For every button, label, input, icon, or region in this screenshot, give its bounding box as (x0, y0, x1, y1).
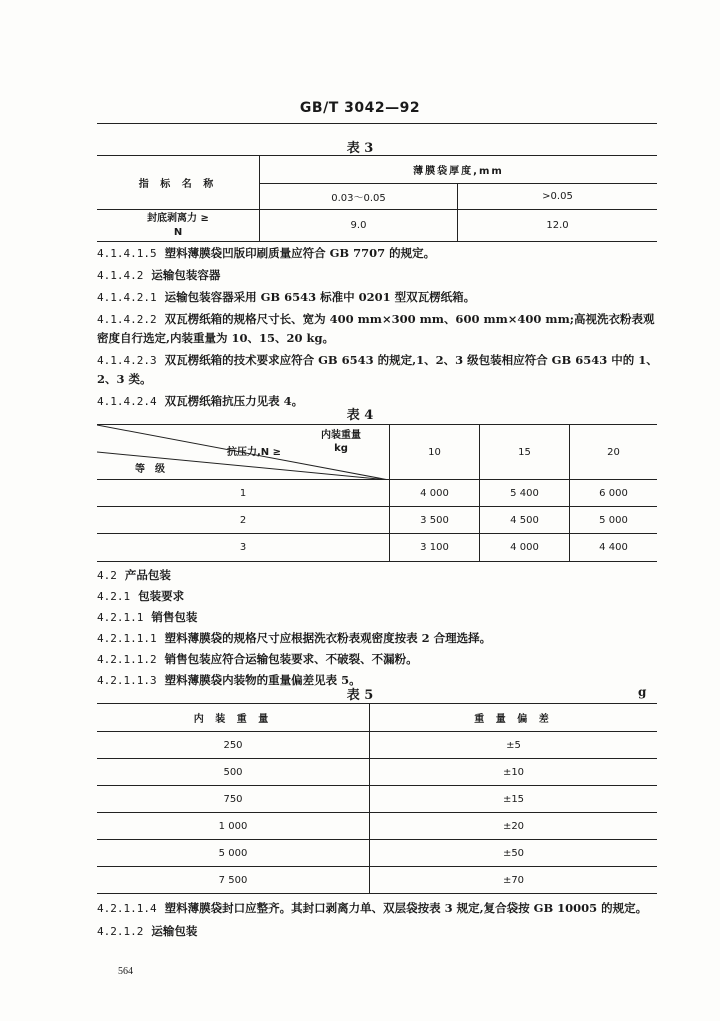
para-4-2-1-2 (97, 922, 662, 941)
para-4-2-1-1-4 (97, 899, 662, 918)
standard-number-header: GB/T 3042—92 (299, 100, 421, 116)
para-text: 运输包装 (151, 924, 198, 938)
table4-cell: 6 000 (570, 480, 658, 507)
para-num: 4.2.1.1.2 (97, 653, 157, 666)
table4-cell: 5 400 (480, 480, 570, 507)
table-row (97, 534, 657, 562)
table5-weight: 500 (97, 759, 370, 786)
table3-col2: >0.05 (458, 184, 658, 210)
table5 (97, 703, 657, 894)
table5-dev: ±5 (370, 732, 658, 759)
para-num: 4.2.1.2 (97, 925, 144, 938)
para-text: 包装要求 (138, 589, 185, 603)
table5-col-weight: 内 装 重 量 (97, 704, 370, 732)
table-row (97, 507, 657, 534)
para-text: 销售包装应符合运输包装要求、不破裂、不漏粉。 (164, 652, 418, 666)
para-num: 4.1.4.2.3 (97, 354, 157, 367)
header-rule (97, 123, 657, 124)
paragraphs-c (97, 899, 662, 941)
para-4-1-4-1-5 (97, 244, 662, 263)
para-text: 双瓦楞纸箱的技术要求应符合 GB 6543 的规定,1、2、3 级包装相应符合 GB 6543 中的 1、2、3 类。 (97, 353, 658, 386)
table3-val2: 12.0 (458, 210, 658, 242)
table5-unit: g (638, 685, 647, 699)
para-num: 4.2.1.1 (97, 611, 144, 624)
table5-dev: ±20 (370, 813, 658, 840)
para-4-2-1-1-2 (97, 650, 662, 669)
table5-weight: 750 (97, 786, 370, 813)
table3-group-header: 薄膜袋厚度,mm (260, 156, 658, 184)
table4 (97, 424, 657, 562)
table-row (97, 840, 657, 867)
table3-row-label-1: 封底剥离力 ≥ (147, 212, 209, 224)
para-num: 4.1.4.2.4 (97, 395, 157, 408)
table5-dev: ±15 (370, 786, 658, 813)
table4-cell: 5 000 (570, 507, 658, 534)
para-text: 塑料薄膜袋内装物的重量偏差见表 5。 (164, 673, 361, 687)
table3-caption: 表 3 (346, 141, 374, 156)
table5-weight: 250 (97, 732, 370, 759)
para-num: 4.2.1.1.4 (97, 902, 157, 915)
table3-row-label (97, 210, 260, 242)
table5-weight: 5 000 (97, 840, 370, 867)
table5-dev: ±70 (370, 867, 658, 894)
table4-diag-bot: 等级 (135, 464, 175, 475)
para-text: 运输包装容器 (151, 268, 221, 282)
para-num: 4.1.4.1.5 (97, 247, 157, 260)
table4-grade: 1 (97, 480, 390, 507)
table5-weight: 7 500 (97, 867, 370, 894)
table3-row-header: 指 标 名 称 (97, 156, 260, 210)
para-num: 4.1.4.2 (97, 269, 144, 282)
table4-diag-mid: 抗压力,N ≥ (227, 447, 282, 458)
para-num: 4.2 (97, 569, 117, 582)
table-row (97, 480, 657, 507)
table5-weight: 1 000 (97, 813, 370, 840)
para-text: 塑料薄膜袋凹版印刷质量应符合 GB 7707 的规定。 (164, 246, 436, 260)
para-4-1-4-2-1 (97, 288, 662, 307)
table-row (97, 759, 657, 786)
table3-val1: 9.0 (260, 210, 458, 242)
table3 (97, 155, 657, 242)
para-4-2-1 (97, 587, 662, 606)
table5-dev: ±10 (370, 759, 658, 786)
paragraphs-a (97, 244, 662, 411)
para-num: 4.1.4.2.1 (97, 291, 157, 304)
para-text: 塑料薄膜袋的规格尺寸应根据洗衣粉表观密度按表 2 合理选择。 (164, 631, 492, 645)
para-4-2-1-1 (97, 608, 662, 627)
table4-grade: 2 (97, 507, 390, 534)
para-text: 双瓦楞纸箱的规格尺寸长、宽为 400 mm×300 mm、600 mm×400 mm;高视洗衣粉表观密度自行选定,内装重量为 10、15、20 kg。 (97, 312, 655, 345)
para-text: 运输包装容器采用 GB 6543 标准中 0201 型双瓦楞纸箱。 (164, 290, 476, 304)
table3-row-label-2: N (173, 226, 183, 238)
table4-grade: 3 (97, 534, 390, 562)
table-row (97, 813, 657, 840)
table4-diagonal-header (97, 425, 390, 480)
table4-cell: 4 400 (570, 534, 658, 562)
para-text: 双瓦楞纸箱抗压力见表 4。 (164, 394, 304, 408)
table3-col1: 0.03～0.05 (260, 184, 458, 210)
table4-col-15: 15 (480, 425, 570, 480)
para-num: 4.2.1.1.1 (97, 632, 157, 645)
table4-caption: 表 4 (346, 408, 374, 423)
para-4-1-4-2-3 (97, 351, 662, 389)
para-num: 4.2.1 (97, 590, 131, 603)
paragraphs-b (97, 566, 662, 690)
table4-cell: 4 500 (480, 507, 570, 534)
para-text: 产品包装 (124, 568, 171, 582)
table-row (97, 786, 657, 813)
table4-cell: 3 100 (390, 534, 480, 562)
para-4-2 (97, 566, 662, 585)
table-row (97, 732, 657, 759)
para-num: 4.1.4.2.2 (97, 313, 157, 326)
table5-dev: ±50 (370, 840, 658, 867)
table4-cell: 3 500 (390, 507, 480, 534)
para-4-1-4-2 (97, 266, 662, 285)
table4-col-10: 10 (390, 425, 480, 480)
para-text: 塑料薄膜袋封口应整齐。其封口剥离力单、双层袋按表 3 规定,复合袋按 GB 10005 的规定。 (164, 901, 648, 915)
diag-top-2: kg (334, 443, 348, 454)
para-num: 4.2.1.1.3 (97, 674, 157, 687)
table4-cell: 4 000 (480, 534, 570, 562)
para-text: 销售包装 (151, 610, 198, 624)
table4-diag-top (321, 429, 361, 455)
para-4-1-4-2-2 (97, 310, 662, 348)
table5-col-deviation: 重 量 偏 差 (370, 704, 658, 732)
table-row (97, 867, 657, 894)
para-4-2-1-1-1 (97, 629, 662, 648)
page-number: 564 (118, 966, 133, 977)
table4-cell: 4 000 (390, 480, 480, 507)
diag-top-1: 内装重量 (321, 430, 361, 441)
table4-col-20: 20 (570, 425, 658, 480)
table5-caption: 表 5 (346, 688, 374, 703)
